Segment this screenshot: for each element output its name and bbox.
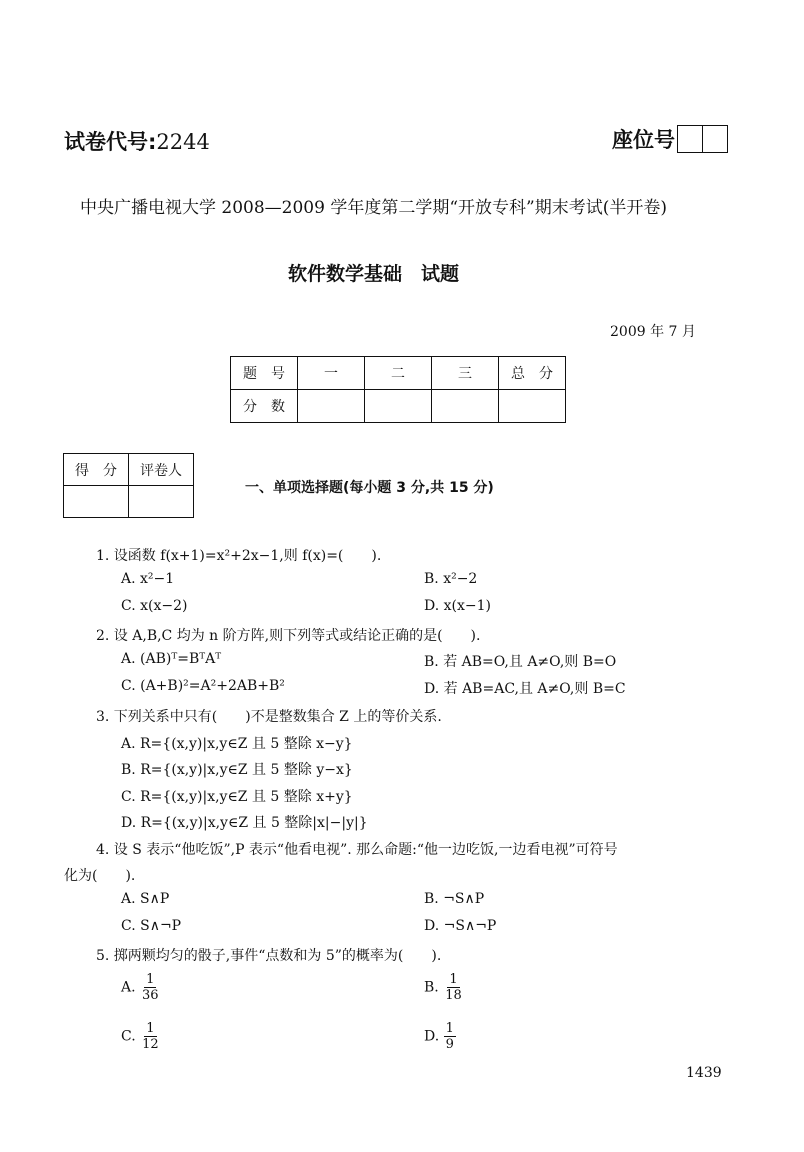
question-3-option-c: C. R={(x,y)|x,y∈Z 且 5 整除 x+y} [121, 789, 353, 805]
fraction [444, 1021, 456, 1052]
seat-box-2[interactable] [702, 125, 728, 153]
grader-score-header: 得 分 [64, 454, 129, 486]
question-4-option-b: B. ¬S∧P [424, 891, 485, 907]
fraction-denominator: 12 [142, 1037, 159, 1052]
exam-code [64, 126, 210, 156]
question-4-option-a: A. S∧P [121, 891, 170, 907]
score-cell-total[interactable] [499, 390, 566, 423]
option-letter: D. [424, 1028, 440, 1045]
question-1-option-a: A. x²−1 [121, 571, 175, 587]
question-3-option-a: A. R={(x,y)|x,y∈Z 且 5 整除 x−y} [121, 736, 353, 752]
section-1-title: 一、单项选择题(每小题 3 分,共 15 分) [245, 480, 494, 496]
question-2-option-b: B. 若 AB=O,且 A≠O,则 B=O [424, 654, 617, 670]
grader-name-cell[interactable] [129, 486, 194, 518]
fraction-numerator: 1 [449, 972, 458, 987]
fraction-denominator: 9 [445, 1037, 454, 1052]
question-4-option-d: D. ¬S∧¬P [424, 918, 497, 934]
question-5-option-d [424, 1021, 456, 1052]
exam-code-sep: : [148, 130, 157, 154]
option-letter: C. [121, 1028, 136, 1045]
question-4-option-c: C. S∧¬P [121, 918, 182, 934]
fraction-numerator: 1 [146, 972, 155, 987]
fraction [140, 1021, 161, 1052]
question-2-option-c: C. (A+B)²=A²+2AB+B² [121, 678, 285, 694]
question-5-option-a [121, 972, 161, 1003]
question-1-option-b: B. x²−2 [424, 571, 478, 587]
grader-table [63, 453, 194, 518]
exam-code-value: 2244 [156, 130, 210, 154]
fraction-numerator: 1 [445, 1021, 454, 1036]
option-letter: B. [424, 979, 439, 996]
question-5-option-b [424, 972, 464, 1003]
seat-box-1[interactable] [677, 125, 703, 153]
question-1-option-c: C. x(x−2) [121, 598, 188, 614]
page-number: 1439 [686, 1065, 722, 1081]
question-1-option-d: D. x(x−1) [424, 598, 491, 614]
score-header-label: 题 号 [231, 357, 298, 390]
fraction [140, 972, 161, 1003]
fraction [443, 972, 464, 1003]
score-cell-3[interactable] [432, 390, 499, 423]
question-4-stem: 4. 设 S 表示“他吃饭”,P 表示“他看电视”. 那么命题:“他一边吃饭,一边看电视”可符号 [96, 842, 618, 858]
question-3-option-d: D. R={(x,y)|x,y∈Z 且 5 整除|x|−|y|} [121, 815, 368, 831]
question-4-stem-cont: 化为( ). [64, 868, 136, 884]
score-cell-1[interactable] [298, 390, 365, 423]
page-title: 软件数学基础 试题 [288, 263, 460, 285]
question-2-stem: 2. 设 A,B,C 均为 n 阶方阵,则下列等式或结论正确的是( ). [96, 628, 481, 644]
university-line: 中央广播电视大学 2008—2009 学年度第二学期“开放专科”期末考试(半开卷) [80, 198, 667, 218]
question-3-option-b: B. R={(x,y)|x,y∈Z 且 5 整除 y−x} [121, 762, 353, 778]
option-letter: A. [121, 979, 136, 996]
fraction-denominator: 18 [445, 988, 462, 1003]
grader-name-header: 评卷人 [129, 454, 194, 486]
score-cell-2[interactable] [365, 390, 432, 423]
question-5-option-c [121, 1021, 161, 1052]
exam-date: 2009 年 7 月 [610, 324, 696, 340]
score-header-1: 一 [298, 357, 365, 390]
question-2-option-d: D. 若 AB=AC,且 A≠O,则 B=C [424, 681, 626, 697]
score-header-3: 三 [432, 357, 499, 390]
exam-code-label: 试卷代号 [64, 130, 148, 154]
question-1-stem: 1. 设函数 f(x+1)=x²+2x−1,则 f(x)=( ). [96, 548, 382, 564]
fraction-denominator: 36 [142, 988, 159, 1003]
grader-score-cell[interactable] [64, 486, 129, 518]
seat-number [612, 124, 728, 154]
fraction-numerator: 1 [146, 1021, 155, 1036]
question-5-stem: 5. 掷两颗均匀的骰子,事件“点数和为 5”的概率为( ). [96, 948, 442, 964]
question-2-option-a: A. (AB)ᵀ=BᵀAᵀ [121, 651, 222, 667]
question-3-stem: 3. 下列关系中只有( )不是整数集合 Z 上的等价关系. [96, 709, 442, 725]
seat-number-label: 座位号 [612, 128, 675, 152]
score-row-label: 分 数 [231, 390, 298, 423]
score-header-2: 二 [365, 357, 432, 390]
score-header-total: 总 分 [499, 357, 566, 390]
score-table [230, 356, 566, 423]
